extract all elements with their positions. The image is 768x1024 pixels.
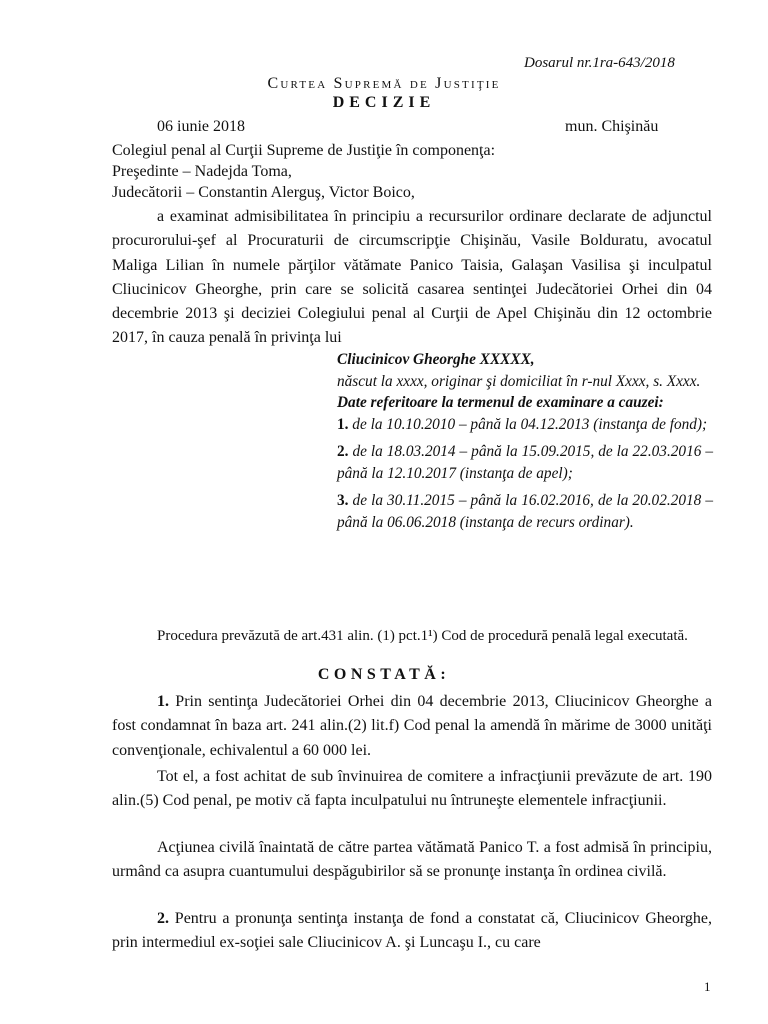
defendant-name: Cliucinicov Gheorghe XXXXX, [337,351,535,368]
section-heading-constata: CONSTATĂ: [317,666,451,683]
document-title: DECIZIE [332,94,436,111]
procedure-note: Procedura prevăzută de art.431 alin. (1) pct.1¹) Cod de procedură penală legal executată. [157,628,688,644]
panel-intro: Colegiul penal al Curţii Supreme de Justiţie în componenţa: [112,142,496,159]
case-number: Dosarul nr.1ra-643/2018 [524,55,675,71]
paragraph-acquittal: Tot el, a fost achitat de sub învinuirea de comitere a infracţiunii prevăzute de art. 190 alin.(5) Cod penal, pe motiv că fapta inculpatului nu întruneşte elementele infracţiunii. [112,768,712,810]
court-name: Curtea Supremă de Justiţie [267,75,501,92]
decision-date: 06 iunie 2018 [157,118,245,135]
terms-title: Date referitoare la termenul de examinare a cauzei: [337,394,664,411]
page-number: 1 [704,979,711,994]
term-item: 1. de la 10.10.2010 – până la 04.12.2013 (instanţa de fond); [337,415,708,433]
paragraph-1: 1. Prin sentinţa Judecătoriei Orhei din 04 decembrie 2013, Cliucinicov Gheorghe a fost condamnat în baza art. 241 alin.(2) lit.f) Cod penal la amendă în mărime de 3000 unităţi convenţionale, echivalentul a 60 000 lei. [112,693,712,759]
decision-place: mun. Chişinău [565,118,659,135]
term-item: 3. de la 30.11.2015 – până la 16.02.2016, de la 20.02.2018 – până la 06.06.2018 (instanţa de recurs ordinar). [337,492,713,531]
defendant-block [337,349,713,533]
panel-judges: Judecătorii – Constantin Alerguş, Victor Boico, [112,184,415,201]
paragraph-2: 2. Pentru a pronunţa sentinţa instanţa de fond a constatat că, Cliucinicov Gheorghe, prin intermediul ex-soţiei sale Cliucinicov A. şi Luncaşu I., cu care [112,910,712,952]
examined-paragraph: a examinat admisibilitatea în principiu a recursurilor ordinare declarate de adjunctul procurorului-şef al Procuraturii de circumscripţie Chişinău, Vasile Bolduratu, avocatul Maliga Lilian în numele părţilor vătămate Panico Taisia, Galaşan Vasilisa şi inculpatul Cliucinicov Gheorghe, prin care se solicită casarea sentinţei Judecătoriei Orhei din 04 decembrie 2013 şi deciziei Colegiului penal al Curţii de Apel Chişinău din 12 octombrie 2017, în cauza penală în privinţa lui [112,208,712,347]
defendant-birth: născut la xxxx, originar şi domiciliat în r-nul Xxxx, s. Xxxx. [337,372,701,390]
paragraph-civil-action: Acţiunea civilă înaintată de către partea vătămată Panico T. a fost admisă în principiu, urmând ca asupra cuantumului despăgubirilor să se pronunţe instanţa în ordinea civilă. [112,839,712,881]
term-item: 2. de la 18.03.2014 – până la 15.09.2015, de la 22.03.2016 – până la 12.10.2017 (instanţa de apel); [337,443,713,482]
panel-president: Preşedinte – Nadejda Toma, [112,163,292,180]
